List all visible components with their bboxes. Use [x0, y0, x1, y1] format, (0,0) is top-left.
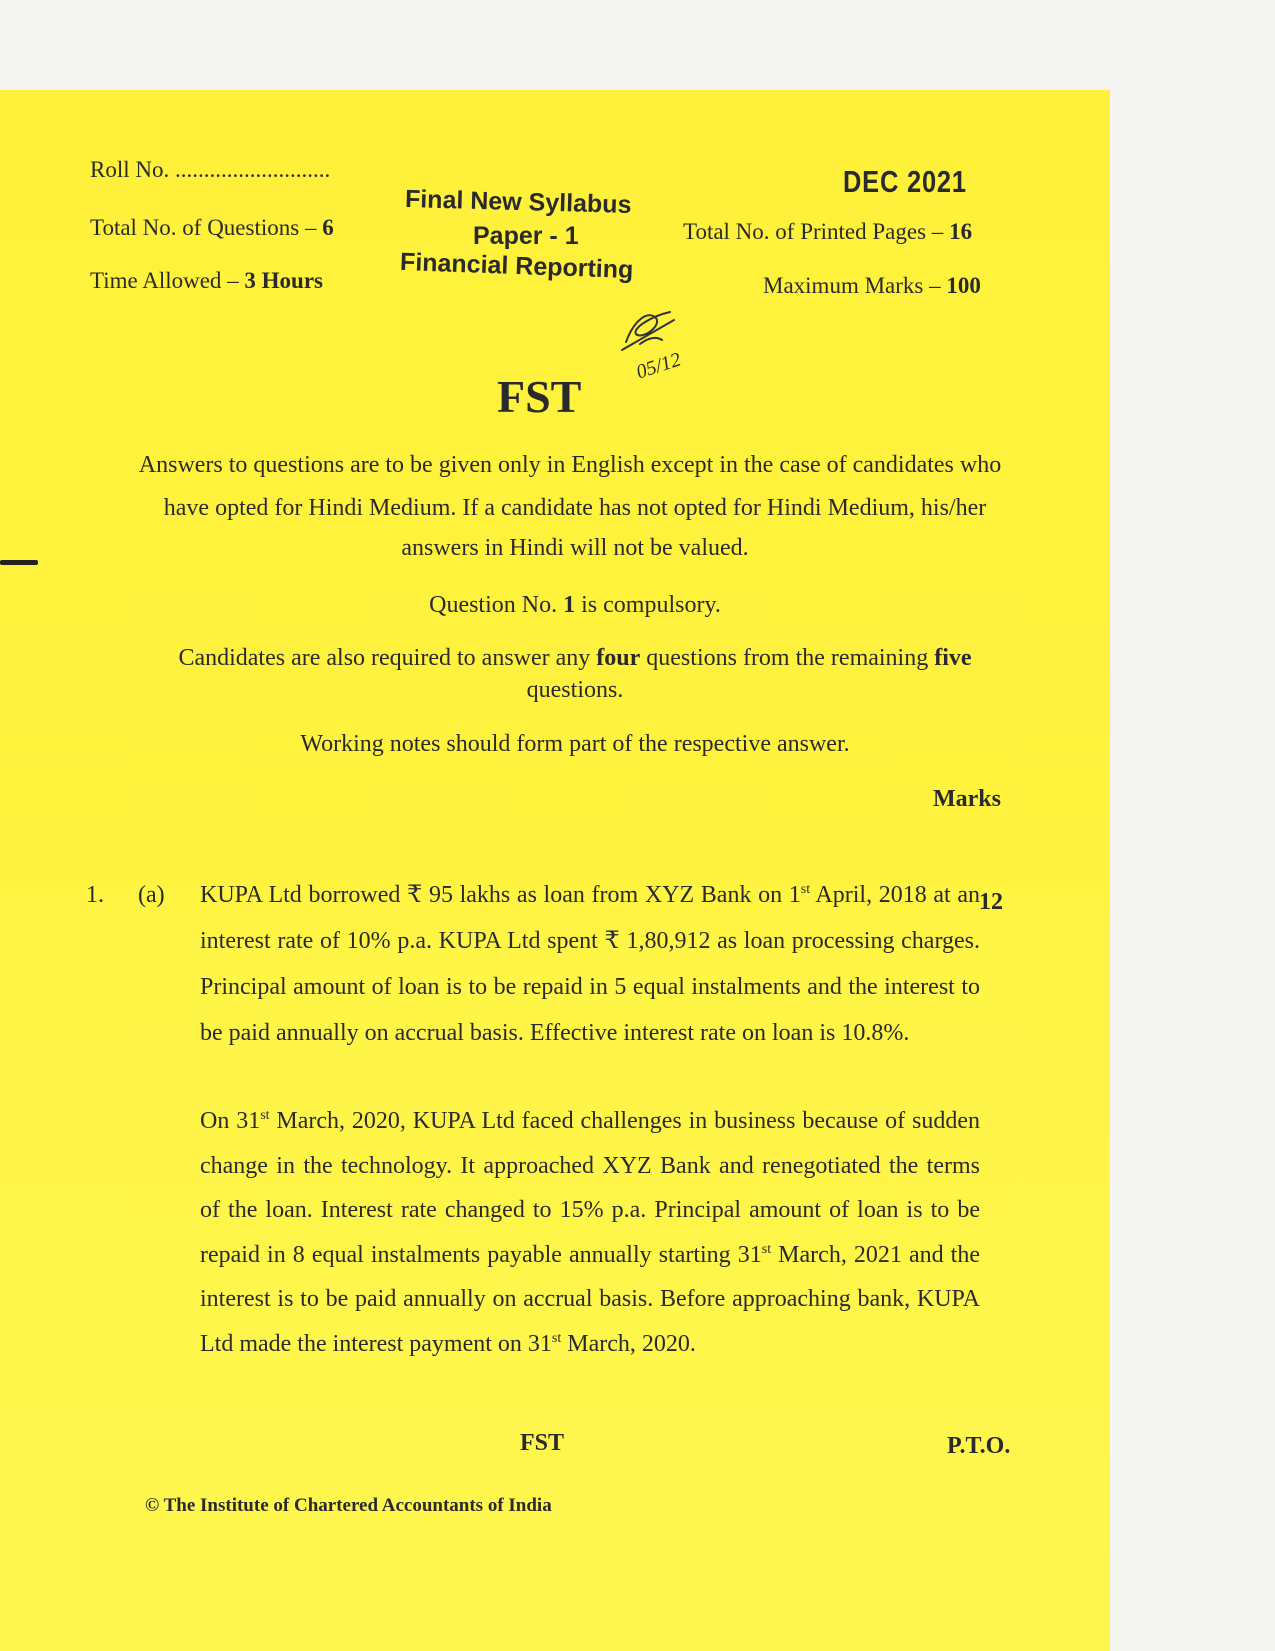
margin-mark	[0, 560, 38, 565]
question-part: (a)	[138, 882, 165, 908]
total-questions: Total No. of Questions – 6	[90, 215, 334, 240]
paper-code: FST	[497, 371, 582, 422]
instruction-line-2: have opted for Hindi Medium. If a candidate has not opted for Hindi Medium, his/her	[163, 495, 987, 521]
answer-any-note: Candidates are also required to answer any four questions from the remaining five	[178, 645, 972, 671]
roll-no: Roll No. ...........................	[90, 157, 331, 182]
question-paragraph-2: On 31st March, 2020, KUPA Ltd faced challenges in business because of sudden change in the technology. It approached XYZ Bank and renegotiated the terms of the loan. Interest rate changed to 15% p.a. Principal amount of loan is to be repaid in 8 equal instalments payable annually starting 31st March, 2021 and the interest is to be paid annually on accrual basis. Before approaching bank, KUPA Ltd made the interest payment on 31st March, 2020.	[200, 1108, 981, 1357]
yellow-question-paper	[0, 90, 1110, 1651]
question-paragraph-1: KUPA Ltd borrowed ₹ 95 lakhs as loan from XYZ Bank on 1st April, 2018 at an interest rate of 10% p.a. KUPA Ltd spent ₹ 1,80,912 as loan processing charges. Principal amount of loan is to be repaid in 5 equal instalments and the interest to be paid annually on accrual basis. Effective interest rate on loan is 10.8%.	[200, 882, 980, 1046]
printed-pages: Total No. of Printed Pages – 16	[683, 219, 973, 244]
question-number: 1.	[86, 882, 104, 908]
time-allowed: Time Allowed – 3 Hours	[90, 268, 324, 293]
stamp-subject: Financial Reporting	[399, 247, 634, 285]
instruction-line-1: Answers to questions are to be given only in English except in the case of candidates who	[138, 452, 1002, 478]
working-notes-note: Working notes should form part of the respective answer.	[300, 731, 850, 757]
signature-scribble	[612, 300, 722, 390]
stamp-paper: Paper - 1	[473, 222, 579, 250]
instruction-line-3: answers in Hindi will not be valued.	[401, 535, 749, 561]
answer-any-note-end: questions.	[526, 677, 624, 703]
question-marks: 12	[979, 889, 1003, 915]
signature-date: 05/12	[633, 348, 684, 384]
footer-pto: P.T.O.	[947, 1433, 1011, 1459]
maximum-marks: Maximum Marks – 100	[763, 273, 981, 298]
footer-code: FST	[520, 1430, 565, 1456]
compulsory-note: Question No. 1 is compulsory.	[429, 592, 721, 618]
stamp-syllabus: Final New Syllabus	[404, 185, 632, 219]
footer-copyright: © The Institute of Chartered Accountants of India	[145, 1495, 552, 1516]
date-stamp: DEC 2021	[843, 164, 967, 199]
marks-heading: Marks	[933, 786, 1001, 812]
